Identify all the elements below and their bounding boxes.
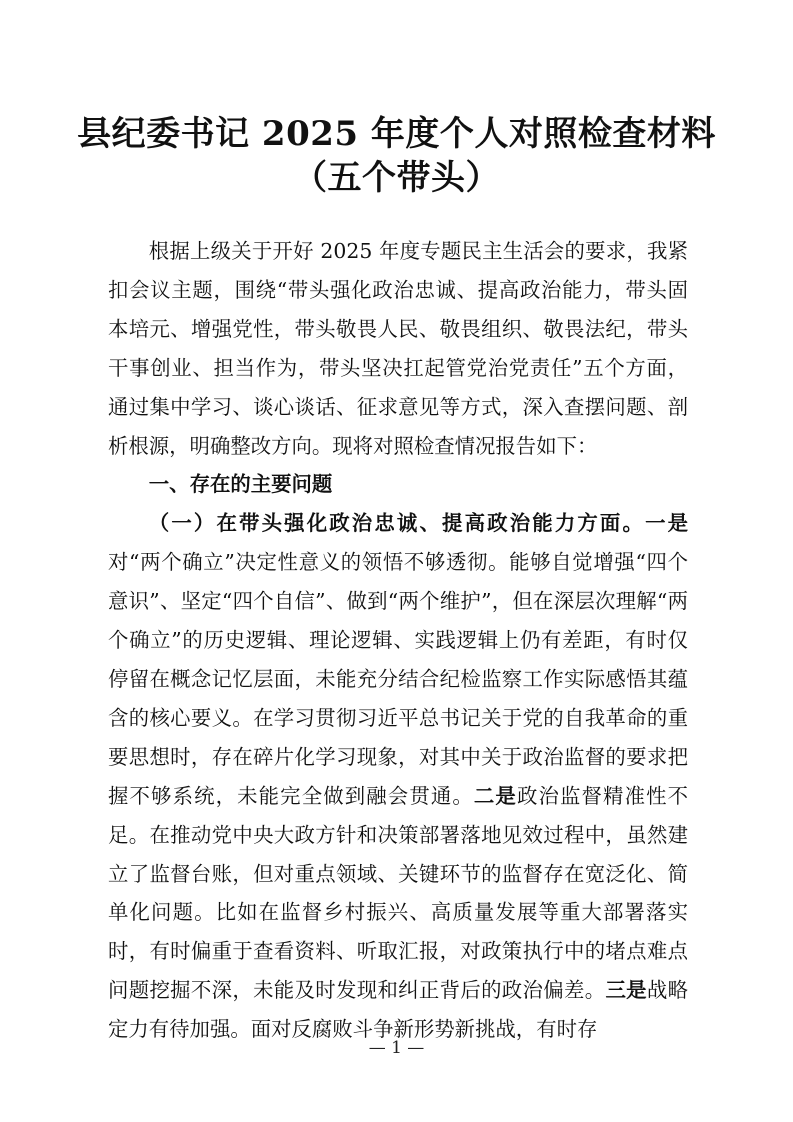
- point-three-text: 战略定力有待加强。面对反腐败斗争新形势新挑战，有时存: [108, 978, 689, 1042]
- document-title: [0, 112, 793, 200]
- point-one-label: 一是: [645, 511, 689, 536]
- point-two-text: 政治监督精准性不足。在推动党中央大政方针和决策部署落地见效过程中，虽然建立了监督台账，但对重点领域、关键环节的监督存在宽泛化、简单化问题。比如在监督乡村振兴、高质量发展等重大部署落实时，有时偏重于查看资料、听取汇报，对政策执行中的堵点难点问题挖掘不深，未能及时发现和纠正背后的政治偏差。: [108, 783, 689, 1003]
- subsection-paragraph-1: [108, 504, 688, 1049]
- title-line-2: （五个带头）: [293, 158, 500, 198]
- section-heading-problems: 一、存在的主要问题: [148, 472, 333, 497]
- point-one-text: 对“两个确立”决定性意义的领悟不够透彻。能够自觉增强“四个意识”、坚定“四个自信”、做到“两个维护”，但在深层次理解“两个确立”的历史逻辑、理论逻辑、实践逻辑上仍有差距，有时仅停留在概念记忆层面，未能充分结合纪检监察工作实际感悟其蕴含的核心要义。在学习贯彻习近平总书记关于党的自我革命的重要思想时，存在碎片化学习现象，对其中关于政治监督的要求把握不够系统，未能完全做到融会贯通。: [108, 550, 688, 808]
- document-body: [108, 232, 688, 1049]
- page-number: — 1 —: [368, 1038, 425, 1058]
- intro-paragraph: 根据上级关于开好 2025 年度专题民主生活会的要求，我紧扣会议主题，围绕“带头强化政治忠诚、提高政治能力，带头固本培元、增强党性，带头敬畏人民、敬畏组织、敬畏法纪，带头干事创业、担当作为，带头坚决扛起管党治党责任”五个方面，通过集中学习、谈心谈话、征求意见等方式，深入查摆问题、剖析根源，明确整改方向。现将对照检查情况报告如下：: [108, 239, 688, 458]
- point-two-label: 二是: [473, 783, 517, 808]
- point-three-label: 三是: [605, 978, 647, 1003]
- title-line-1: 县纪委书记 2025 年度个人对照检查材料: [77, 114, 716, 154]
- subsection-title: （一）在带头强化政治忠诚、提高政治能力方面。: [148, 511, 646, 536]
